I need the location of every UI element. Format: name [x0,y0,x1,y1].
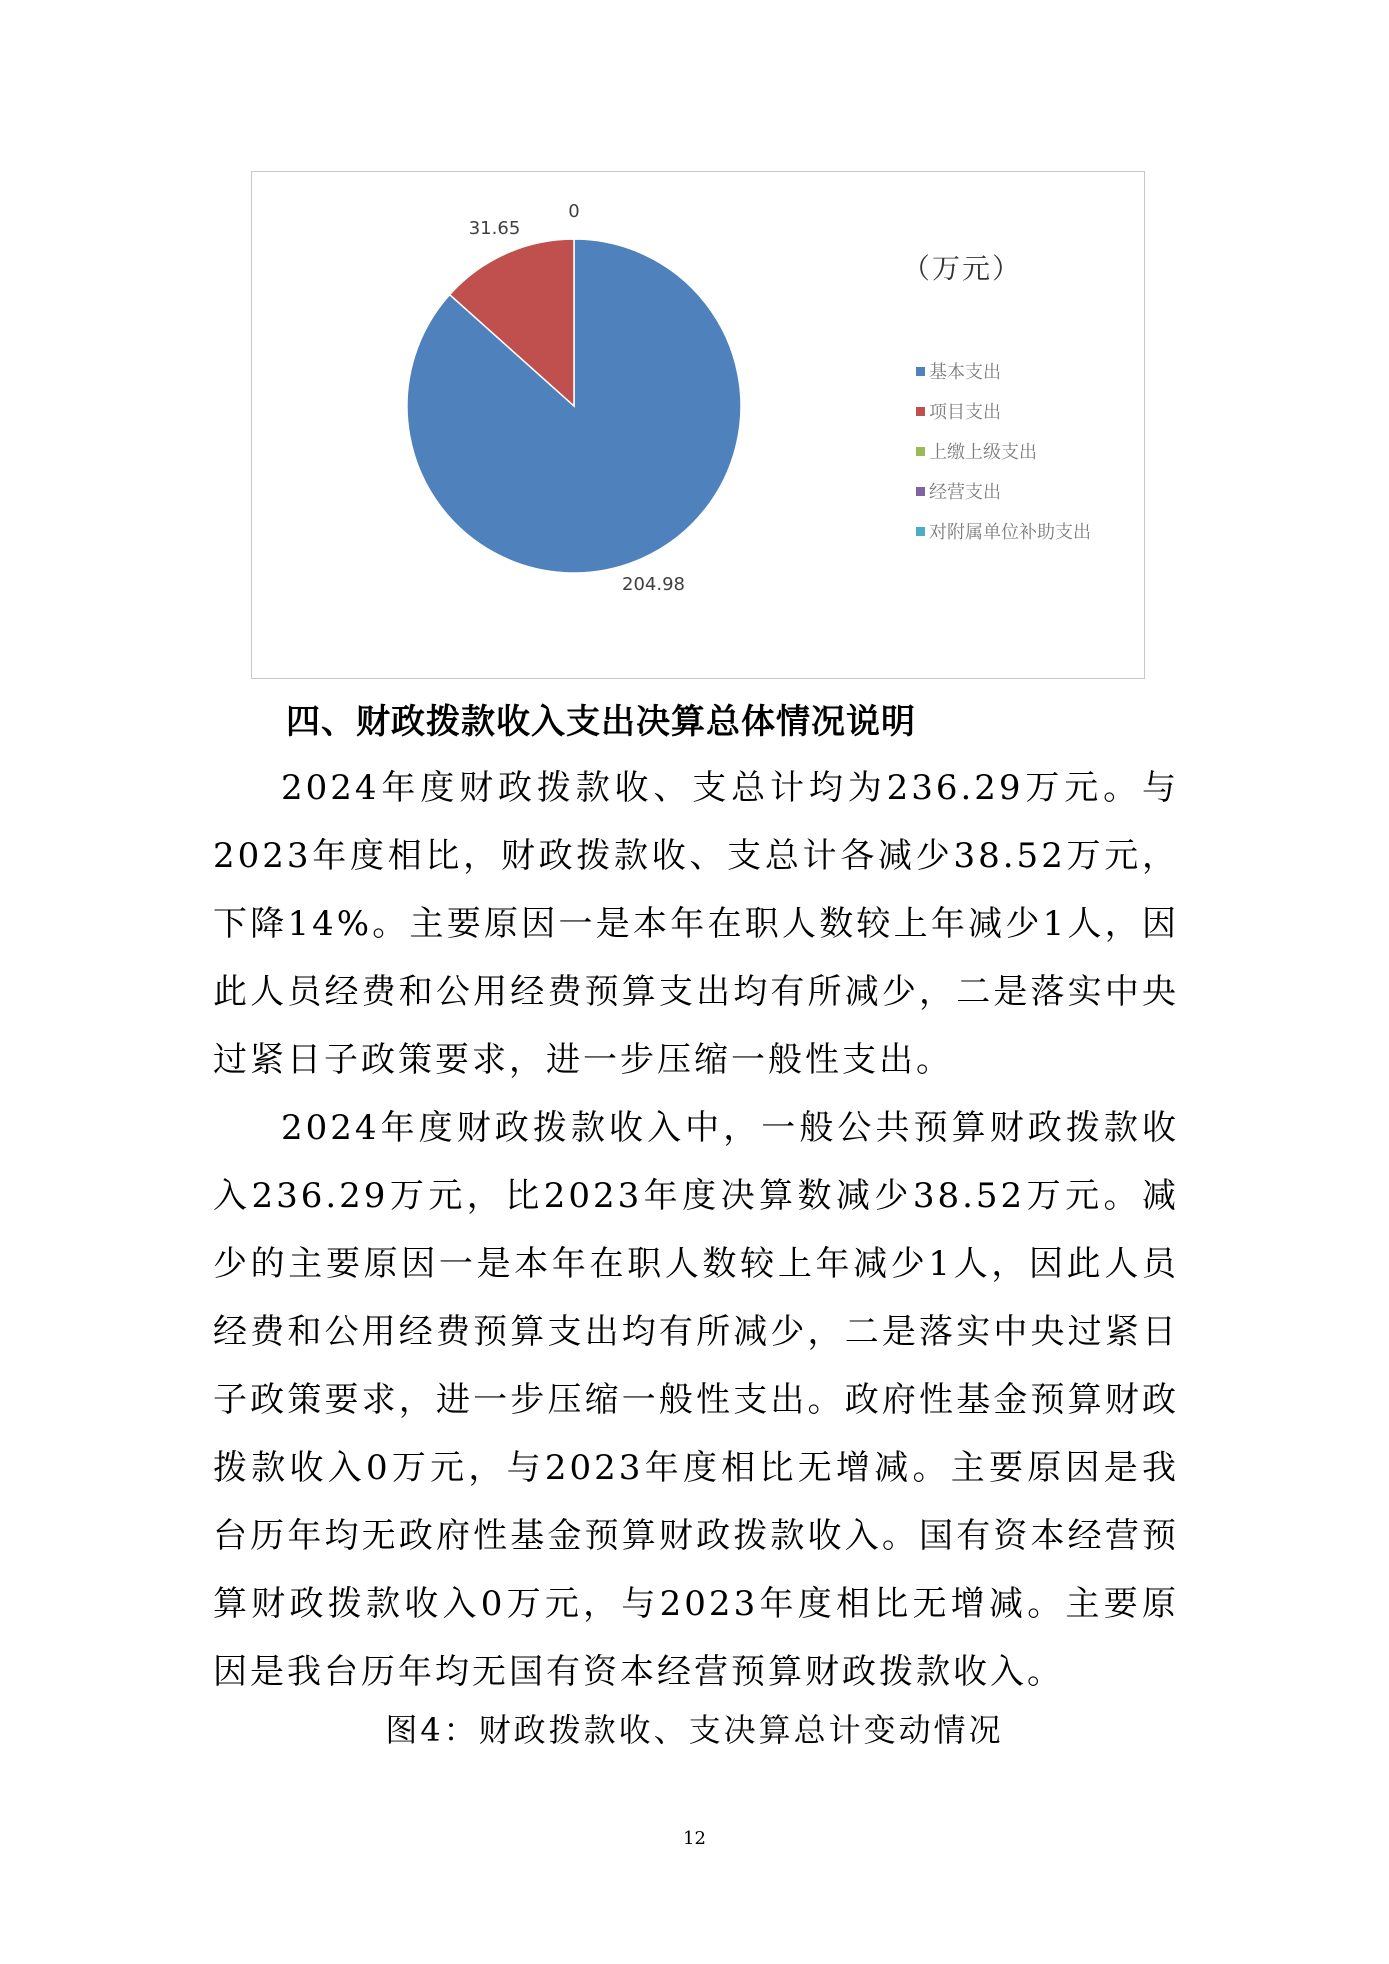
legend-swatch [916,447,925,456]
legend-item-basic [916,358,1091,384]
section-heading: 四、财政拨款收入支出决算总体情况说明 [286,702,916,742]
legend-label: 上缴上级支出 [929,442,1037,463]
legend-item-subsidy [916,518,1091,544]
chart-legend [916,358,1091,558]
legend-item-operating [916,478,1091,504]
paragraph-1: 2024年度财政拨款收、支总计均为236.29万元。与2023年度相比，财政拨款收、支总计各减少38.52万元，下降14%。主要原因一是本年在职人数较上年减少1人，因此人员经费和公用经费预算支出均有所减少，二是落实中央过紧日子政策要求，进一步压缩一般性支出。 [213,768,1179,1080]
data-label-project: 31.65 [468,218,521,239]
legend-item-remit [916,438,1091,464]
legend-item-project [916,398,1091,424]
data-label-remit: 0 [568,201,580,222]
body-text [213,754,1179,1706]
legend-swatch [916,367,925,376]
pie-chart [251,171,1145,679]
figure-caption: 图4：财政拨款收、支决算总计变动情况 [385,1711,1004,1749]
legend-swatch [916,527,925,536]
data-label-basic: 204.98 [622,574,685,595]
page-number: 12 [683,1828,706,1849]
legend-label: 基本支出 [929,362,1001,383]
legend-swatch [916,407,925,416]
paragraph-2: 2024年度财政拨款收入中，一般公共预算财政拨款收入236.29万元，比2023年度决算数减少38.52万元。减少的主要原因一是本年在职人数较上年减少1人，因此人员经费和公用经费预算支出均有所减少，二是落实中央过紧日子政策要求，进一步压缩一般性支出。政府性基金预算财政拨款收入0万元，与2023年度相比无增减。主要原因是我台历年均无政府性基金预算财政拨款收入。国有资本经营预算财政拨款收入0万元，与2023年度相比无增减。主要原因是我台历年均无国有资本经营预算财政拨款收入。 [213,1108,1179,1692]
legend-label: 对附属单位补助支出 [929,522,1091,543]
chart-unit: （万元） [902,252,1023,285]
legend-label: 项目支出 [929,402,1001,423]
legend-swatch [916,487,925,496]
legend-label: 经营支出 [929,482,1001,503]
